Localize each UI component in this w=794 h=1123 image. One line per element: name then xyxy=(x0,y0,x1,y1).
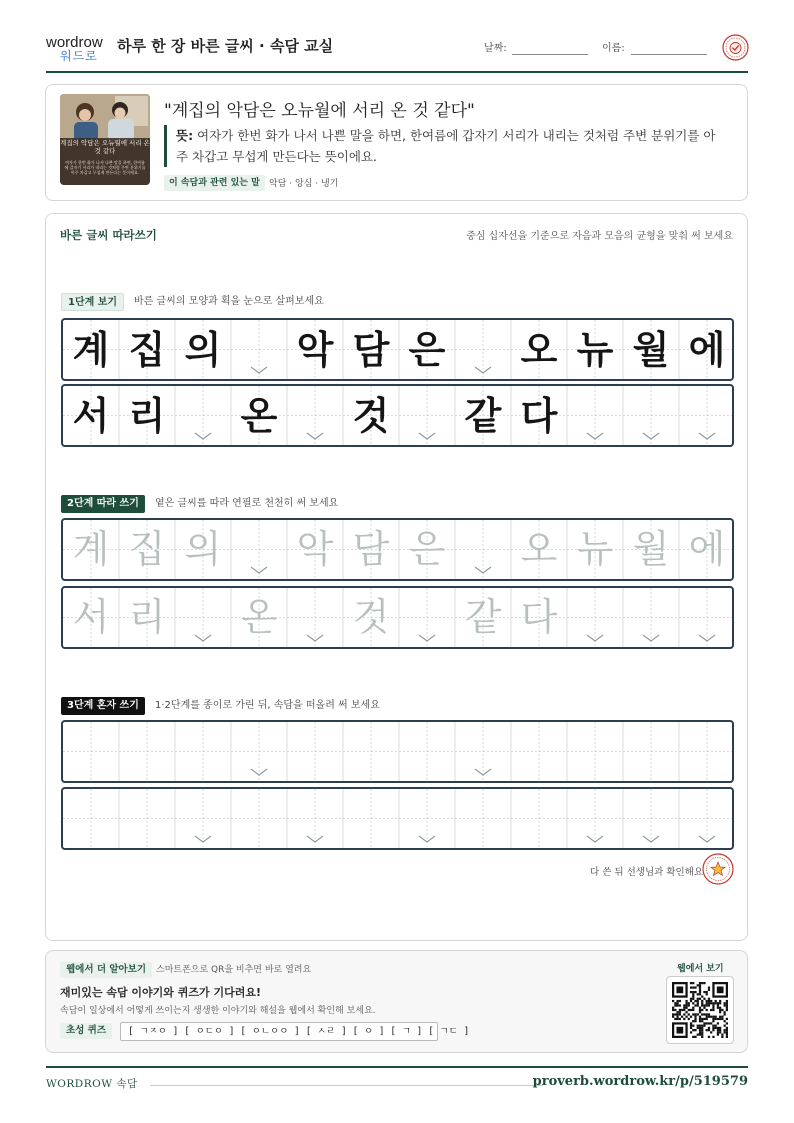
footer-url-link[interactable]: proverb.wordrow.kr/p/519579 xyxy=(532,1074,748,1089)
practice-char: 집 xyxy=(128,327,166,372)
step3-row-1[interactable] xyxy=(61,720,734,783)
wordrow-logo xyxy=(46,34,108,64)
practice-char: 같 xyxy=(464,393,502,438)
name-label: 이름: xyxy=(602,43,625,54)
practice-char: 오 xyxy=(520,327,558,372)
practice-char: 온 xyxy=(240,393,278,438)
proverb-text: "계집의 악담은 오뉴월에 서리 온 것 같다" xyxy=(164,101,475,121)
practice-char: 악 xyxy=(296,527,334,571)
web-more-badge: 웹에서 더 알아보기 xyxy=(60,962,152,978)
practice-char: 은 xyxy=(408,327,446,372)
practice-hint: 중심 십자선을 기준으로 자음과 모음의 균형을 맞춰 써 보세요 xyxy=(466,231,733,242)
guide-grid xyxy=(63,722,734,781)
step2-badge: 2단계 따라 쓰기 xyxy=(61,495,145,513)
proverb-card xyxy=(45,84,748,201)
practice-char: 계 xyxy=(72,327,110,372)
page-footer xyxy=(46,1066,748,1096)
related-words-list: 악담 · 앙심 · 냉기 xyxy=(269,179,339,189)
practice-char: 다 xyxy=(520,595,558,639)
step1-row-1 xyxy=(61,318,734,381)
date-label: 날짜: xyxy=(484,43,507,54)
step2-row-2[interactable] xyxy=(61,586,734,649)
date-field[interactable] xyxy=(512,54,588,55)
practice-char: 같 xyxy=(464,595,502,639)
qr-code-link[interactable] xyxy=(666,976,734,1044)
web-description: 속담이 일상에서 어떻게 쓰이는지 생생한 이야기와 해설을 웹에서 확인해 보세요. xyxy=(60,1006,376,1016)
practice-char: 담 xyxy=(352,527,390,571)
proverb-meaning xyxy=(164,125,724,167)
practice-char: 뉴 xyxy=(576,527,614,571)
logo-wordmark: wordrow xyxy=(46,34,103,51)
practice-char: 의 xyxy=(184,527,222,571)
proverb-illustration xyxy=(60,94,150,185)
worksheet-header xyxy=(46,30,748,73)
meaning-label: 뜻: xyxy=(176,128,194,143)
practice-char: 에 xyxy=(688,327,726,372)
teacher-confirm-note: 다 쓴 뒤 선생님과 확인해요 xyxy=(590,867,704,878)
practice-char: 의 xyxy=(184,327,222,372)
footer-divider xyxy=(150,1085,543,1086)
step2-description: 옅은 글씨를 따라 연필로 천천히 써 보세요 xyxy=(155,498,339,509)
related-words-badge: 이 속담과 관련 있는 말 xyxy=(164,175,265,191)
chosung-quiz: [ ㄱㅈㅇ ] [ ㅇㄷㅇ ] [ ㅇㄴㅇㅇ ] [ ㅅㄹ ] [ ㅇ ] [ ㄱ ] [ ㄱㄷ ] xyxy=(120,1022,438,1041)
meaning-text: 여자가 한번 화가 나서 나쁜 말을 하면, 한여름에 갑자기 서리가 내리는 것처럼 주변 분위기를 아주 차갑고 무섭게 만든다는 뜻이에요. xyxy=(176,128,716,164)
practice-char: 오 xyxy=(520,527,558,571)
qr-code-icon xyxy=(672,982,728,1038)
step3-badge: 3단계 혼자 쓰기 xyxy=(61,697,145,715)
good-job-stamp-icon xyxy=(702,853,734,885)
web-headline: 재미있는 속담 이야기와 퀴즈가 기다려요! xyxy=(60,986,261,999)
illustration-subcaption: 여자가 한번 화가 나서 나쁜 말을 하면, 한여름에 갑자기 서리가 내리는 것처럼 주변 분위기를 아주 차갑고 무섭게 만든다는 뜻이에요. xyxy=(64,160,146,175)
name-field[interactable] xyxy=(631,54,707,55)
page-title: 하루 한 장 바른 글씨 · 속담 교실 xyxy=(117,37,334,55)
practice-char: 월 xyxy=(632,527,670,571)
step1-row-2 xyxy=(61,384,734,447)
practice-char: 뉴 xyxy=(576,327,614,372)
step1-badge: 1단계 보기 xyxy=(61,293,124,311)
step2-row-1[interactable] xyxy=(61,518,734,581)
footer-brand: WORDROW 속담 xyxy=(46,1078,138,1090)
step3-row-2[interactable] xyxy=(61,787,734,850)
step3-description: 1·2단계를 종이로 가린 뒤, 속담을 떠올려 써 보세요 xyxy=(155,700,380,711)
practice-title: 바른 글씨 따라쓰기 xyxy=(60,228,157,242)
practice-char: 계 xyxy=(72,527,110,571)
practice-char: 것 xyxy=(352,393,390,438)
logo-hangul: 워드로 xyxy=(60,49,98,63)
practice-char: 집 xyxy=(128,527,166,571)
illustration-caption: 계집의 악담은 오뉴월에 서리 온 것 같다 xyxy=(60,139,150,155)
practice-char: 은 xyxy=(408,527,446,571)
practice-char: 온 xyxy=(240,595,278,639)
check-stamp-icon xyxy=(722,34,749,61)
practice-char: 에 xyxy=(688,527,726,571)
web-qr-hint: 스마트폰으로 QR을 비추면 바로 열려요 xyxy=(156,965,312,975)
qr-label: 웹에서 보기 xyxy=(677,964,724,974)
practice-char: 리 xyxy=(128,393,166,438)
practice-char: 서 xyxy=(72,393,110,438)
practice-char: 악 xyxy=(296,327,334,372)
practice-char: 리 xyxy=(128,595,166,639)
chosung-quiz-badge: 초성 퀴즈 xyxy=(60,1023,112,1039)
practice-char: 것 xyxy=(352,595,390,639)
step1-description: 바른 글씨의 모양과 획을 눈으로 살펴보세요 xyxy=(134,296,324,307)
practice-char: 월 xyxy=(632,327,670,372)
guide-grid xyxy=(63,789,734,848)
practice-char: 담 xyxy=(352,327,390,372)
practice-char: 서 xyxy=(72,595,110,639)
web-more-section xyxy=(45,950,748,1053)
practice-char: 다 xyxy=(520,393,558,438)
